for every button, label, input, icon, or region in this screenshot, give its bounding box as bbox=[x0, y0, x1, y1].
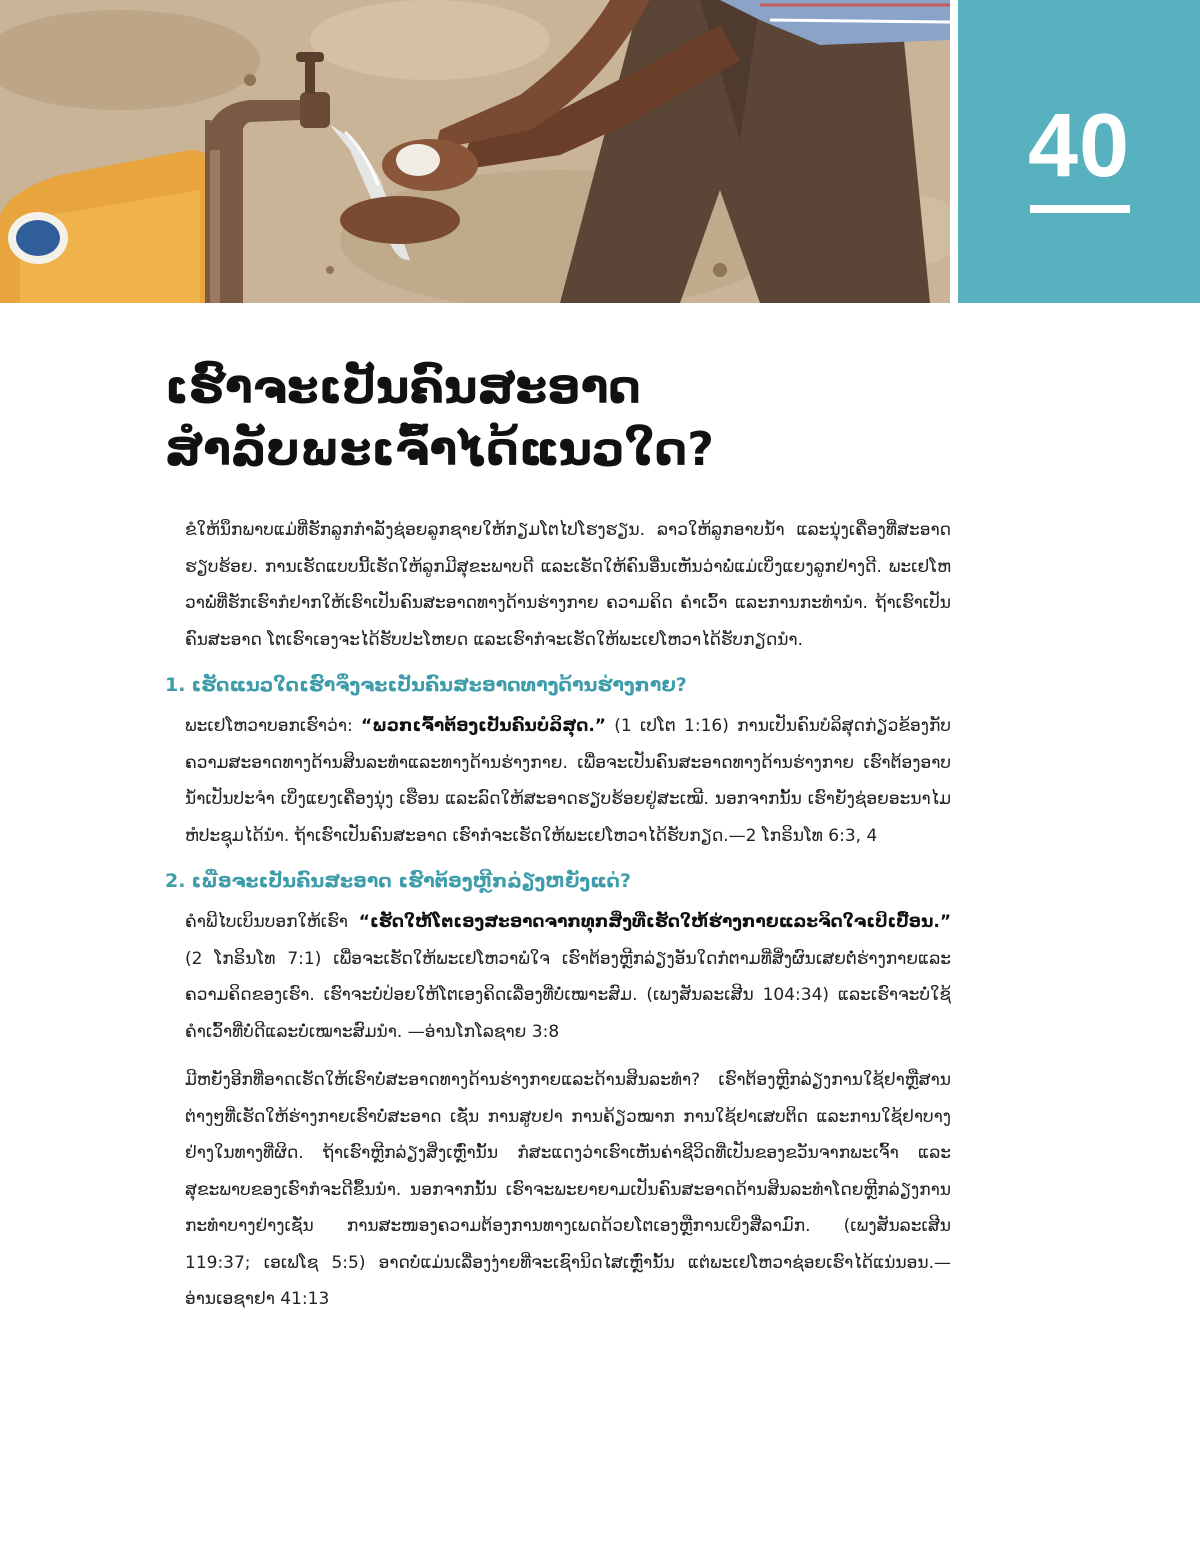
question-2-text: ເພື່ອຈະເປັນຄົນສະອາດ ເຮົາຕ້ອງຫຼີກລ່ຽງຫຍັງແດ່? bbox=[191, 870, 631, 892]
section-1-paragraph bbox=[185, 708, 951, 854]
question-2-number: 2. bbox=[165, 870, 186, 892]
section-1-scripture-quote: “ພວກເຈົ້າຕ້ອງເປັນຄົນບໍລິສຸດ.” bbox=[361, 716, 606, 736]
section-1-rest: (1 ເປໂຕ 1:16) ການເປັນຄົນບໍລິສຸດກ່ຽວຂ້ອງກັບຄວາມສະອາດທາງດ້ານສິນລະທຳແລະທາງດ້ານຮ່າງກາຍ. ເພື່ອຈະເປັນຄົນສະອາດທາງດ້ານຮ່າງກາຍ ເຮົາຕ້ອງອາບນ້ຳເປັນປະຈຳ ເບິ່ງແຍງເຄື່ອງນຸ່ງ ເຮືອນ ແລະລົດໃຫ້ສະອາດຮຽບຮ້ອຍຢູ່ສະເໝີ. ນອກຈາກນັ້ນ ເຮົາຍັງຊ່ອຍອະນາໄມຫໍປະຊຸມໄດ້ນຳ. ຖ້າເຮົາເປັນຄົນສະອາດ ເຮົາກໍຈະເຮັດໃຫ້ພະເຢໂຫວາໄດ້ຮັບກຽດ.—2 ໂກຣິນໂທ 6:3, 4 bbox=[185, 716, 951, 846]
badge-underline bbox=[1030, 205, 1130, 213]
section-2-rest: (2 ໂກຣິນໂທ 7:1) ເພື່ອຈະເຮັດໃຫ້ພະເຢໂຫວາພໍໃຈ ເຮົາຕ້ອງຫຼີກລ່ຽງອັນໃດກໍຕາມທີ່ສິ່ງຜົນເສຍຕໍ່ຮ່າງກາຍແລະຄວາມຄິດຂອງເຮົາ. ເຮົາຈະບໍ່ປ່ອຍໃຫ້ໂຕເອງຄິດເລື່ອງທີ່ບໍ່ເໝາະສົມ. (ເພງສັນລະເສີນ 104:34) ແລະເຮົາຈະບໍ່ໃຊ້ຄຳເວົ້າທີ່ບໍ່ດີແລະບໍ່ເໝາະສົມນຳ. —ອ່ານໂກໂລຊາຍ 3:8 bbox=[185, 948, 951, 1042]
section-2-scripture-quote: “ເຮັດໃຫ້ໂຕເອງສະອາດຈາກທຸກສິ່ງທີ່ເຮັດໃຫ້ຮ່າງກາຍແລະຈິດໃຈເປິເປື້ອນ.” bbox=[358, 912, 951, 932]
hands-washing-illustration bbox=[0, 0, 950, 303]
page-title-line-1: ເຮົາຈະເປັນຄົນສະອາດ bbox=[165, 360, 641, 414]
page-title-line-2: ສຳລັບພະເຈົ້າໄດ້ແນວໃດ? bbox=[165, 422, 714, 476]
question-1-heading bbox=[165, 668, 951, 702]
section-2-paragraph-1 bbox=[185, 904, 951, 1050]
section-2-paragraph-2: ມີຫຍັງອີກທີ່ອາດເຮັດໃຫ້ເຮົາບໍ່ສະອາດທາງດ້ານຮ່າງກາຍແລະດ້ານສິນລະທຳ? ເຮົາຕ້ອງຫຼີກລ່ຽງການໃຊ້ຢາຫຼືສານຕ່າງໆທີ່ເຮັດໃຫ້ຮ່າງກາຍເຮົາບໍ່ສະອາດ ເຊັ່ນ ການສູບຢາ ການຄ້ຽວໝາກ ການໃຊ້ຢາເສບຕິດ ແລະການໃຊ້ຢາບາງຢ່າງໃນທາງທີ່ຜິດ. ຖ້າເຮົາຫຼີກລ່ຽງສິ່ງເຫຼົ່ານັ້ນ ກໍສະແດງວ່າເຮົາເຫັນຄ່າຊີວິດທີ່ເປັນຂອງຂວັນຈາກພະເຈົ້າ ແລະສຸຂະພາບຂອງເຮົາກໍຈະດີຂຶ້ນນຳ. ນອກຈາກນັ້ນ ເຮົາຈະພະຍາຍາມເປັນຄົນສະອາດດ້ານສິນລະທຳໂດຍຫຼີກລ່ຽງການກະທຳບາງຢ່າງເຊັ່ນ ການສະໜອງຄວາມຕ້ອງການທາງເພດດ້ວຍໂຕເອງຫຼືການເບິ່ງສື່ລາມົກ. (ເພງສັນລະເສີນ 119:37; ເອເຟໂຊ 5:5) ອາດບໍ່ແມ່ນເລື່ອງງ່າຍທີ່ຈະເຊົານິດໄສເຫຼົ່ານັ້ນ ແຕ່ພະເຢໂຫວາຊ່ອຍເຮົາໄດ້ແນ່ນອນ.—ອ່ານເອຊາຢາ 41:13 bbox=[185, 1070, 951, 1309]
question-2-heading bbox=[165, 864, 951, 898]
question-1-text: ເຮັດແນວໃດເຮົາຈຶ່ງຈະເປັນຄົນສະອາດທາງດ້ານຮ່າງກາຍ? bbox=[191, 674, 687, 696]
intro-paragraph: ຂໍໃຫ້ນຶກພາບແມ່ທີ່ຮັກລູກກຳລັງຊ່ອຍລູກຊາຍໃຫ້ກຽມໂຕໄປໂຮງຮຽນ. ລາວໃຫ້ລູກອາບນ້ຳ ແລະນຸ່ງເຄື່ອງທີ່ສະອາດຮຽບຮ້ອຍ. ການເຮັດແບບນີ້ເຮັດໃຫ້ລູກມີສຸຂະພາບດີ ແລະເຮັດໃຫ້ຄົນອື່ນເຫັນວ່າພໍ່ແມ່ເບິ່ງແຍງລູກຢ່າງດີ. ພະເຢໂຫວາພໍ່ທີ່ຮັກເຮົາກໍຢາກໃຫ້ເຮົາເປັນຄົນສະອາດທາງດ້ານຮ່າງກາຍ ຄວາມຄິດ ຄຳເວົ້າ ແລະການກະທຳນຳ. ຖ້າເຮົາເປັນຄົນສະອາດ ໂຕເຮົາເອງຈະໄດ້ຮັບປະໂຫຍດ ແລະເຮົາກໍຈະເຮັດໃຫ້ພະເຢໂຫວາໄດ້ຮັບກຽດນຳ. bbox=[185, 520, 951, 650]
lesson-number: 40 bbox=[1027, 96, 1131, 196]
lesson-number-badge bbox=[958, 0, 1200, 303]
section-2-lead: ຄຳພີໄບເບິນບອກໃຫ້ເຮົາ bbox=[185, 912, 359, 932]
header-photo bbox=[0, 0, 950, 303]
section-1-lead: ພະເຢໂຫວາບອກເຮົາວ່າ: bbox=[185, 716, 362, 736]
article-body bbox=[165, 512, 951, 1318]
question-1-number: 1. bbox=[165, 674, 186, 696]
page-title bbox=[165, 356, 985, 480]
